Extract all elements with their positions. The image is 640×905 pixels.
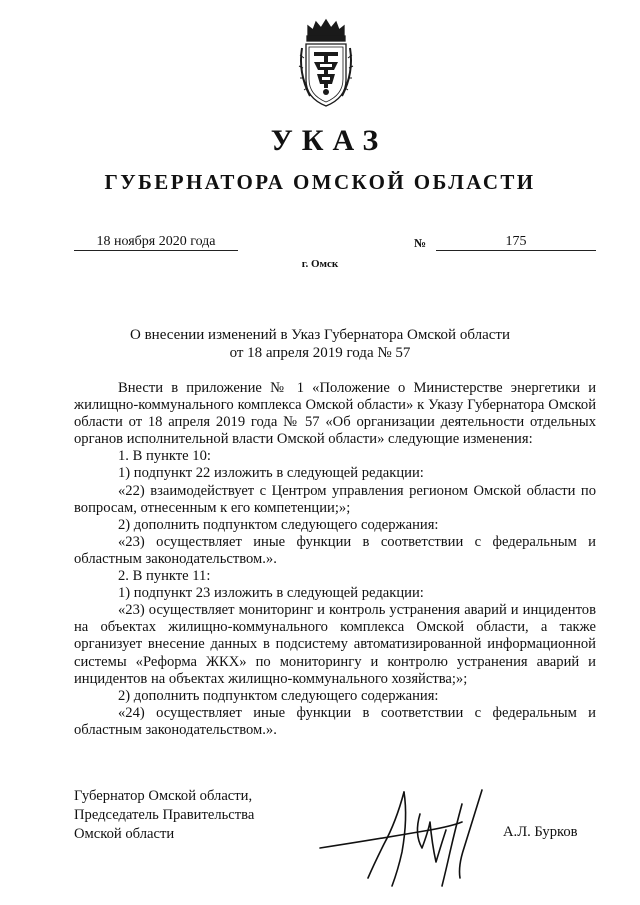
document-subtitle: ГУБЕРНАТОРА ОМСКОЙ ОБЛАСТИ xyxy=(104,170,536,194)
body-paragraph: 1) подпункт 23 изложить в следующей редакции: xyxy=(118,585,424,602)
body-paragraph: 2) дополнить подпунктом следующего содержания: xyxy=(118,516,439,533)
body-paragraph: «22) взаимодействует с Центром управления регионом Омской области по вопросам, отнесенным к его компетенции;»; xyxy=(74,482,596,516)
signer-position-line: Губернатор Омской области, xyxy=(74,788,253,804)
body-paragraph: «23) осуществляет иные функции в соответствии с федеральным и областным законодательством.». xyxy=(74,533,596,567)
document-title: УКАЗ xyxy=(270,124,388,157)
signer-name: А.Л. Бурков xyxy=(503,824,578,840)
decree-date: 18 ноября 2020 года xyxy=(74,233,238,251)
body-paragraph: 1) подпункт 22 изложить в следующей редакции: xyxy=(118,465,424,482)
body-paragraph: 2. В пункте 11: xyxy=(118,568,211,585)
decree-body xyxy=(74,380,596,739)
signer-position-line: Председатель Правительства xyxy=(74,807,255,823)
body-paragraph: «23) осуществляет мониторинг и контроль устранения аварий и инцидентов на объектах жилищно-коммунального комплекса Омской области, а также организует внесение данных в подсистему автоматизированной информационной системы «Реформа ЖКХ» по мониторингу и контролю устранения аварий и инцидентов на объектах жилищно-коммунального хозяйства;»; xyxy=(74,602,596,687)
signer-position-line: Омской области xyxy=(74,826,175,842)
heading-line: от 18 апреля 2019 года № 57 xyxy=(229,345,411,361)
body-paragraph: «24) осуществляет иные функции в соответствии с федеральным и областным законодательством.». xyxy=(74,704,596,738)
decree-heading xyxy=(90,326,550,362)
signer-position xyxy=(74,787,254,844)
heading-line: О внесении изменений в Указ Губернатора Омской области xyxy=(130,327,510,343)
body-paragraph: Внести в приложение № 1 «Положение о Министерстве энергетики и жилищно-коммунального комплекса Омской области» к Указу Губернатора Омской области от 18 апреля 2019 года № 57 «Об организации деятельности отдельных органов исполнительной власти Омской области» следующие изменения: xyxy=(74,380,596,448)
handwritten-signature xyxy=(312,782,502,892)
body-paragraph: 2) дополнить подпунктом следующего содержания: xyxy=(118,687,439,704)
decree-city: г. Омск xyxy=(301,258,339,270)
number-sign: № xyxy=(414,236,427,250)
body-paragraph: 1. В пункте 10: xyxy=(118,448,211,465)
decree-number: 175 xyxy=(436,233,596,251)
coat-of-arms-emblem xyxy=(296,18,356,110)
